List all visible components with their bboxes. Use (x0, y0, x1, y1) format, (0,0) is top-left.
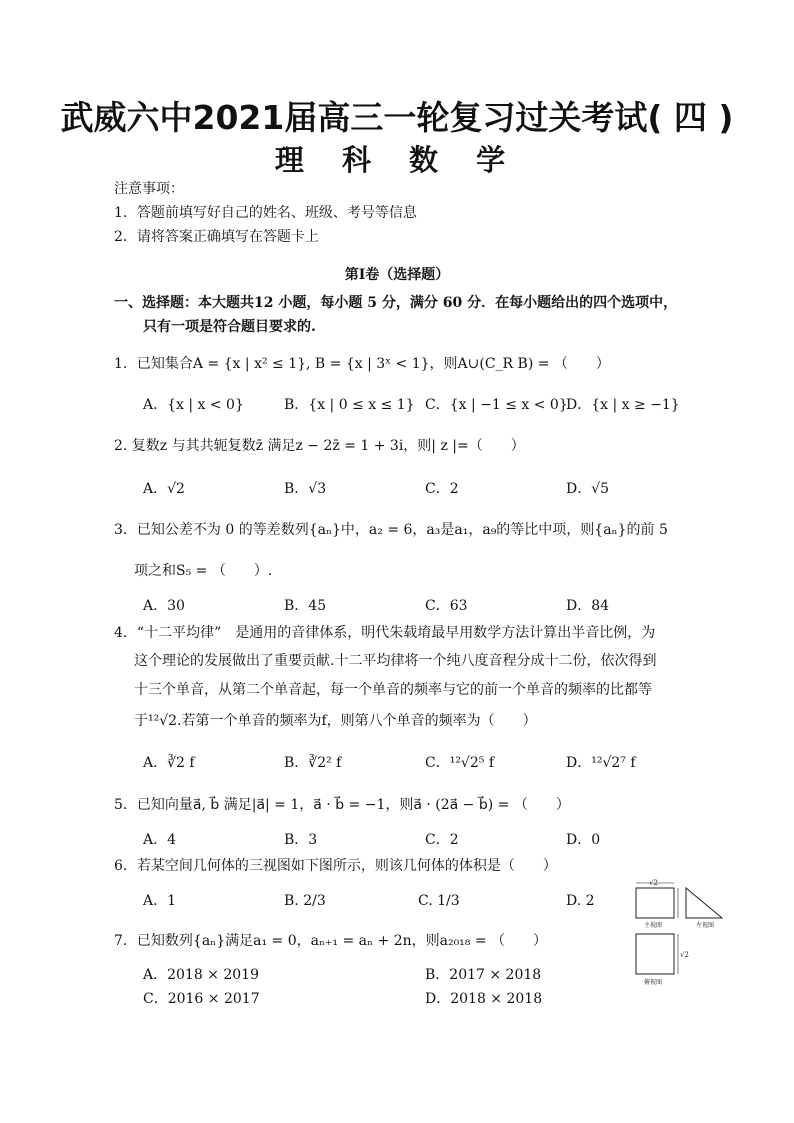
question-1-option-d: D．{x | x ≥ −1} (566, 397, 680, 413)
question-6-option-d: D. 2 (566, 893, 595, 909)
question-3-option-b: B．45 (284, 598, 327, 614)
question-5-option-c: C．2 (425, 832, 459, 848)
question-4-stem-cont-2: 十三个单音，从第二个单音起，每一个单音的频率与它的前一个单音的频率的比都等 (134, 682, 652, 698)
top-view-shape (636, 934, 674, 974)
question-3-option-d: D．84 (566, 598, 610, 614)
question-2-stem: 2. 复数z 与其共轭复数z̄ 满足z − 2z̄ = 1 + 3i，则| z |=（ ） (114, 438, 525, 454)
question-2-option-d: D．√5 (566, 481, 610, 497)
question-3-option-a: A．30 (143, 598, 185, 614)
question-5-option-d: D．0 (566, 832, 601, 848)
question-4-option-a: A．∛2 f (143, 755, 195, 771)
question-2-option-b: B．√3 (284, 481, 327, 497)
question-7-option-a: A．2018 × 2019 (143, 967, 259, 983)
side-view-label: 左视图 (696, 922, 715, 929)
section-instruction-cont: 只有一项是符合题目要求的. (143, 319, 316, 335)
question-2-option-c: C．2 (425, 481, 459, 497)
question-3-stem: 3．已知公差不为 0 的等差数列{aₙ}中，a₂ = 6，a₃是a₁，a₉的等比中项，则{aₙ}的前 5 (114, 522, 668, 538)
front-view-label: 主视图 (644, 922, 663, 929)
question-1-option-c: C．{x | −1 ≤ x < 0} (425, 397, 568, 413)
question-4-stem-cont-3: 于¹²√2.若第一个单音的频率为f，则第八个单音的频率为（ ） (134, 713, 537, 729)
question-1-option-b: B．{x | 0 ≤ x ≤ 1} (284, 397, 415, 413)
top-view-label: 俯视图 (644, 979, 663, 986)
question-7-option-c: C．2016 × 2017 (143, 991, 260, 1007)
exam-title: 武威六中2021届高三一轮复习过关考试( 四 ) (60, 98, 734, 137)
question-7-stem: 7．已知数列{aₙ}满足a₁ = 0，aₙ₊₁ = aₙ + 2n，则a₂₀₁₈ = （ ） (114, 933, 548, 949)
section-title: 第I卷（选择题） (344, 267, 450, 283)
question-6-option-b: B. 2/3 (284, 893, 326, 909)
question-4-option-c: C．¹²√2⁵ f (425, 755, 495, 771)
question-5-stem: 5．已知向量a⃗, b⃗ 满足|a⃗| = 1，a⃗ · b⃗ = −1，则a⃗ · (2a⃗ − b⃗) = （ ） (114, 797, 570, 813)
question-3-stem-cont: 项之和S₅ = （ ）. (134, 563, 273, 579)
question-6-option-a: A．1 (143, 893, 177, 909)
notice-heading: 注意事项： (114, 181, 184, 197)
question-2-option-a: A．√2 (143, 481, 185, 497)
question-6-option-c: C. 1/3 (418, 893, 460, 909)
question-4-stem-cont-1: 这个理论的发展做出了重要贡献.十二平均律将一个纯八度音程分成十二份，依次得到 (134, 653, 657, 669)
question-4-option-d: D．¹²√2⁷ f (566, 755, 636, 771)
question-1-stem: 1．已知集合A = {x | x² ≤ 1}, B = {x | 3ˣ < 1}，则A∪(C_R B) = （ ） (114, 356, 610, 372)
question-3-option-c: C．63 (425, 598, 468, 614)
front-view-shape (636, 888, 674, 918)
question-7-option-d: D．2018 × 2018 (425, 991, 543, 1007)
side-view-shape (686, 888, 722, 918)
front-dimension-label: √2 (649, 879, 658, 887)
top-dimension-label: √2 (680, 951, 689, 959)
question-5-option-b: B．3 (284, 832, 318, 848)
question-4-option-b: B．∛2² f (284, 755, 342, 771)
section-instruction: 一、选择题：本大题共12 小题，每小题 5 分，满分 60 分．在每小题给出的四个选项中， (114, 295, 678, 311)
question-5-option-a: A．4 (143, 832, 177, 848)
question-1-option-a: A．{x | x < 0} (143, 397, 244, 413)
question-6-stem: 6．若某空间几何体的三视图如下图所示，则该几何体的体积是（ ） (114, 858, 557, 874)
question-4-stem: 4．“十二平均律” 是通用的音律体系，明代朱载堉最早用数学方法计算出半音比例，为 (114, 625, 656, 641)
question-7-option-b: B．2017 × 2018 (425, 967, 542, 983)
three-view-figure (630, 878, 730, 990)
notice-item-1: 1．答题前填写好自己的姓名、班级、考号等信息 (114, 205, 417, 221)
exam-subtitle: 理 科 数 学 (274, 143, 520, 177)
notice-item-2: 2．请将答案正确填写在答题卡上 (114, 229, 319, 245)
